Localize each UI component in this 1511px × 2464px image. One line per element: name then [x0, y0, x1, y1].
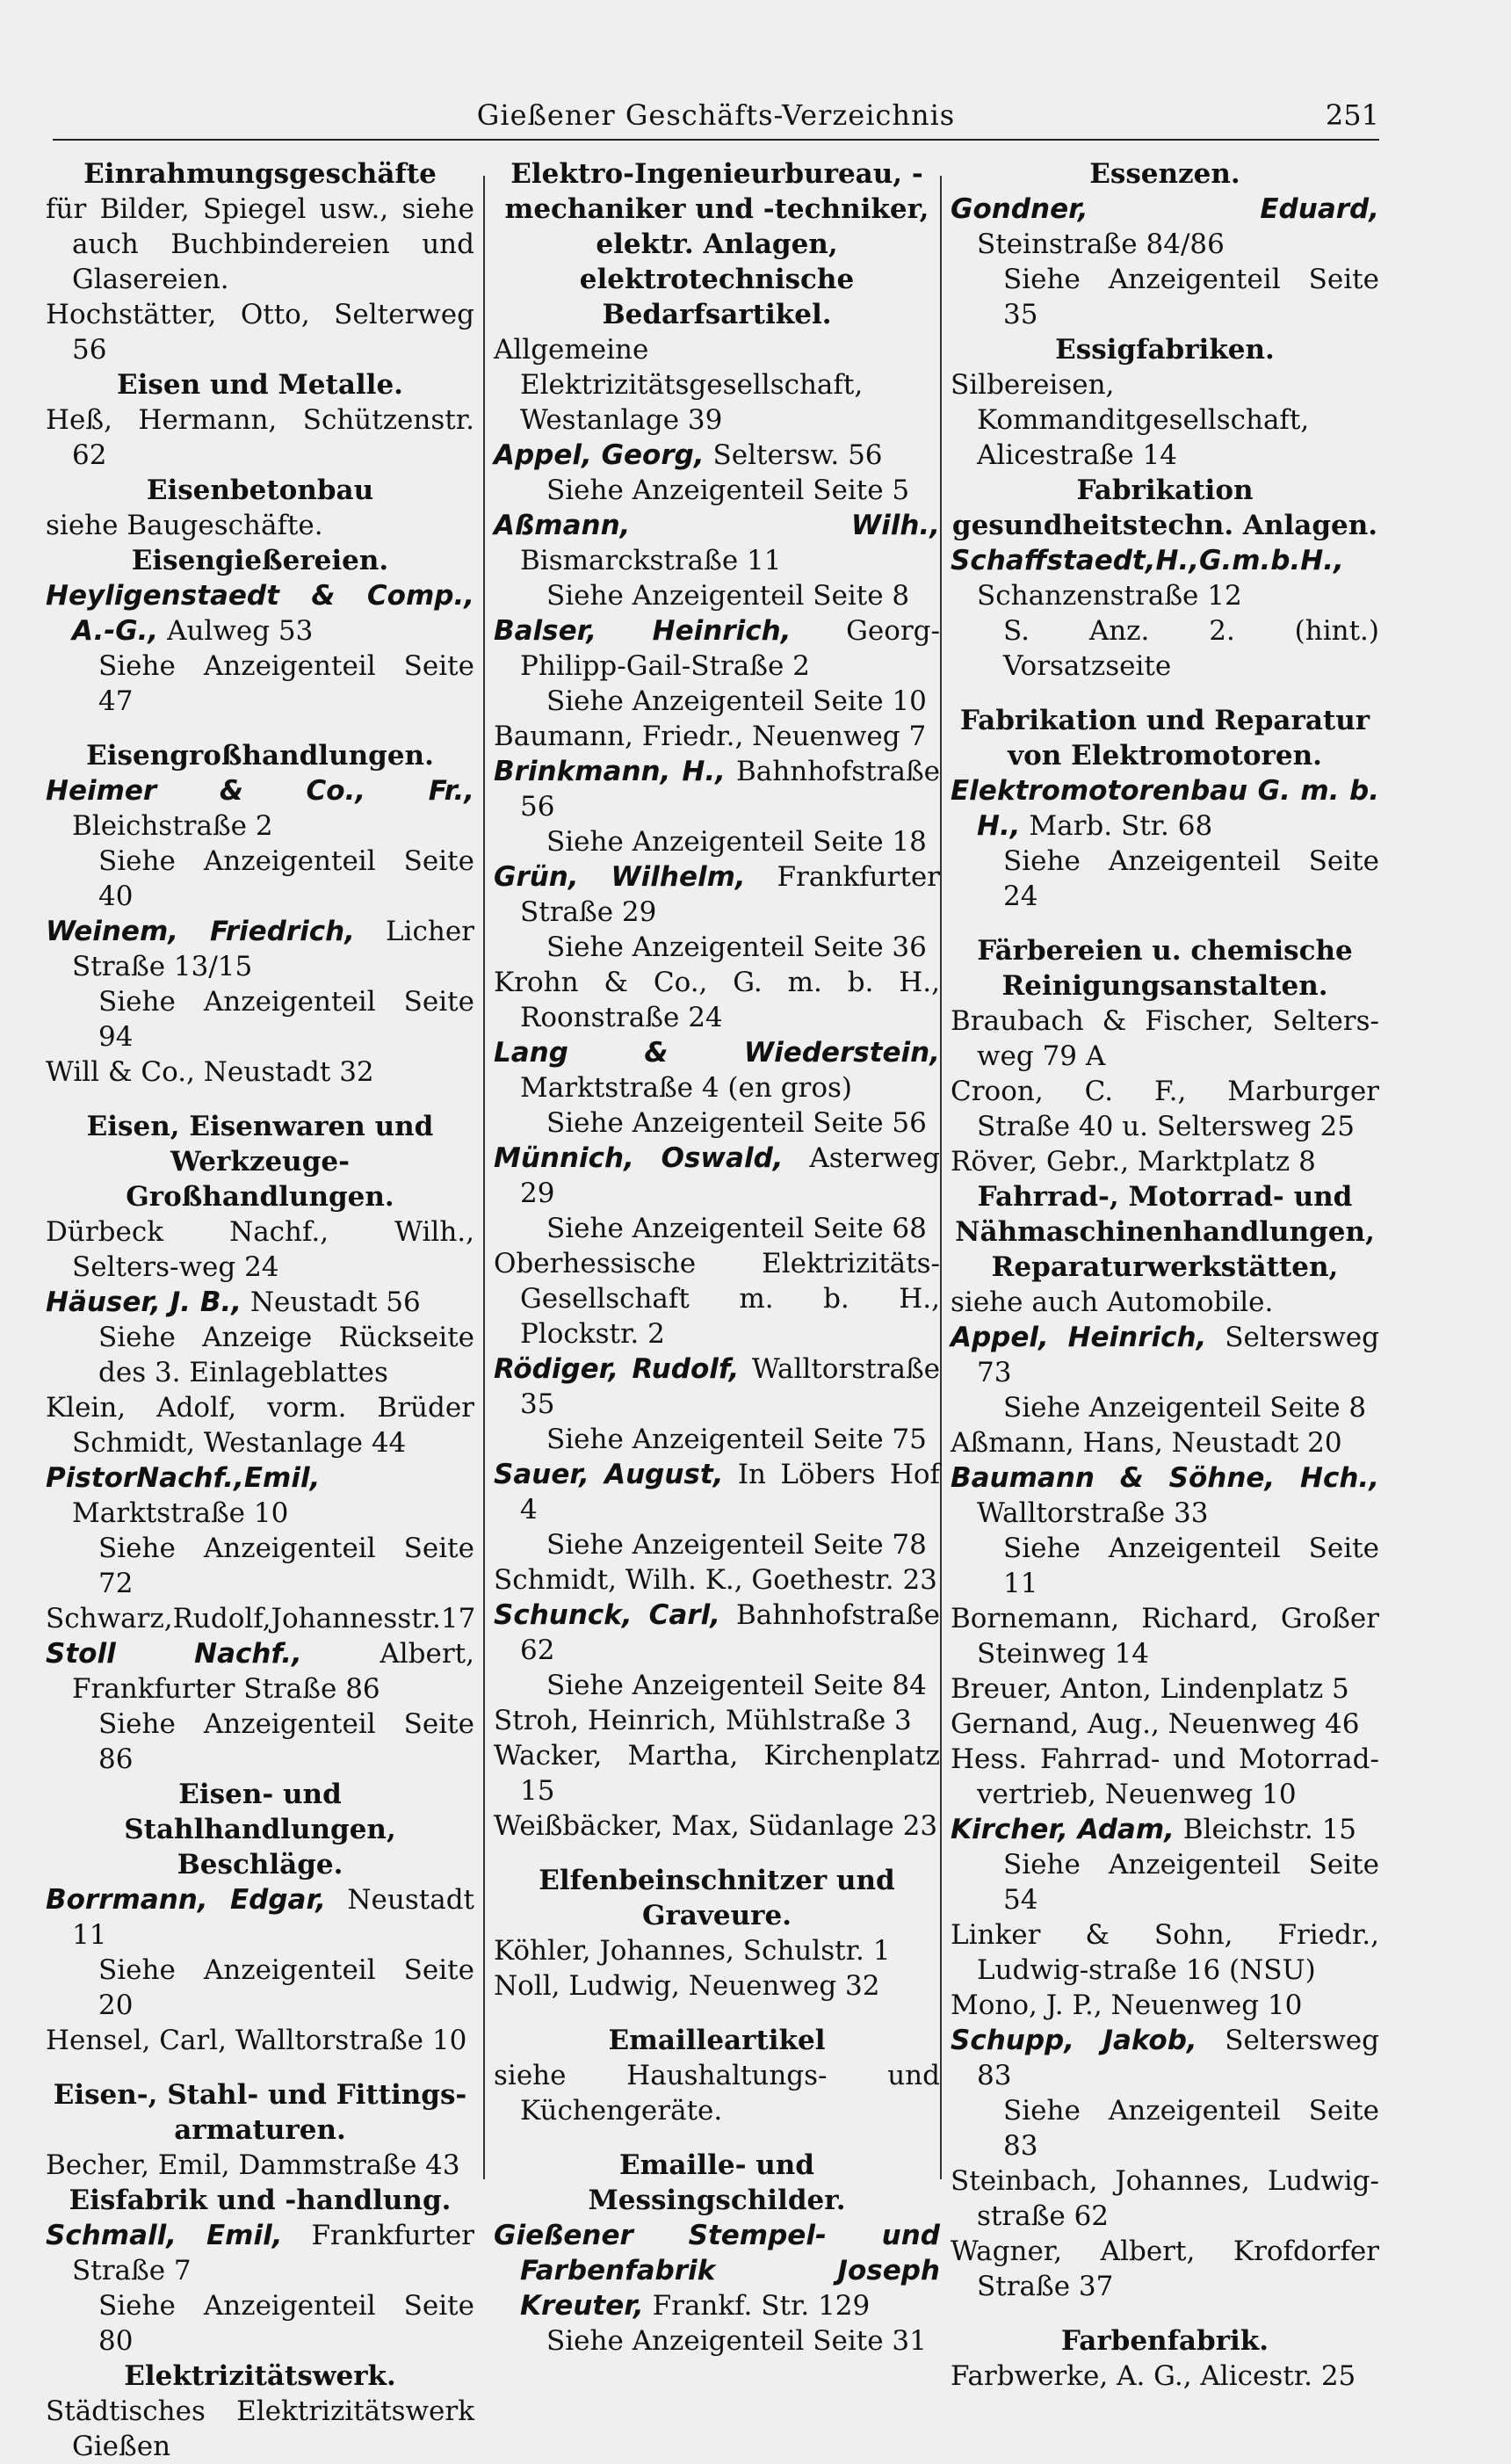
- directory-entry: Wagner, Albert, Krofdorfer Straße 37: [951, 2236, 1379, 2302]
- advert-reference: Siehe Anzeigenteil Seite 11: [1003, 1533, 1379, 1599]
- directory-entry: Baumann, Friedr., Neuenweg 7: [494, 721, 927, 752]
- advert-reference: Siehe Anzeigenteil Seite 20: [98, 1954, 474, 2021]
- business-name: Rödiger, Rudolf,: [494, 1353, 740, 1385]
- business-name: Kircher, Adam,: [951, 1814, 1175, 1845]
- directory-entry: [46, 1882, 474, 1953]
- business-name: Balser, Heinrich,: [494, 615, 792, 647]
- directory-entry: Städtisches Elektrizitätswerk Gießen: [46, 2395, 474, 2462]
- directory-entry: Silbereisen, Kommanditgesellschaft, Alicestraße 14: [951, 369, 1310, 471]
- spacer: [494, 2004, 940, 2023]
- entry-address: Seltersweg 73: [977, 1322, 1379, 1388]
- section-heading: Elfenbeinschnitzer und Graveure.: [539, 1865, 895, 1931]
- directory-entry: Croon, C. F., Marburger Straße 40 u. Seltersweg 25: [951, 1076, 1379, 1142]
- directory-entry: Schwarz,Rudolf,Johannesstr.17: [46, 1603, 476, 1634]
- business-name: Sauer, August,: [494, 1459, 724, 1490]
- entry-address: Marktstraße 10: [72, 1497, 289, 1529]
- directory-entry: siehe auch Automobile.: [951, 1286, 1274, 1318]
- section-heading: Eisen, Eisenwaren und Werkzeuge-Großhandlungen.: [86, 1111, 434, 1213]
- directory-entry: Oberhessische Elektrizitäts-Gesellschaft m. b. H., Plockstr. 2: [494, 1248, 940, 1350]
- section-heading: Eisfabrik und -handlung.: [69, 2185, 452, 2216]
- directory-entry: Allgemeine Elektrizitätsgesellschaft, Westanlage 39: [494, 334, 864, 436]
- entry-address: Seltersw. 56: [712, 439, 883, 471]
- advert-reference: Siehe Anzeigenteil Seite 68: [546, 1213, 927, 1244]
- spacer: [494, 2128, 940, 2148]
- advert-reference: Siehe Anzeigenteil Seite 72: [98, 1533, 474, 1599]
- spacer: [494, 1844, 940, 1863]
- entry-address: Licher Straße 13/15: [72, 916, 474, 982]
- advert-reference: Siehe Anzeigenteil Seite 47: [98, 650, 474, 717]
- business-name: Appel, Heinrich,: [951, 1322, 1207, 1353]
- business-name: Appel, Georg,: [494, 439, 705, 471]
- section-heading: Fahrrad-, Motorrad- und Nähmaschinenhandlungen, Reparaturwerkstätten,: [955, 1181, 1375, 1283]
- entry-address: Bahnhofstraße 56: [520, 756, 940, 823]
- entry-address: Frankfurter Straße 29: [520, 861, 940, 928]
- advert-reference: Siehe Anzeigenteil Seite 36: [546, 931, 927, 963]
- section-heading: Färbereien u. chemische Reinigungsanstalten.: [977, 935, 1353, 1002]
- column-right: [951, 156, 1379, 2392]
- advert-reference: Siehe Anzeigenteil Seite 94: [98, 986, 474, 1053]
- advert-reference: Siehe Anzeigenteil Seite 84: [546, 1670, 927, 1701]
- directory-entry: für Bilder, Spiegel usw., siehe auch Buchbindereien und Glasereien.: [46, 193, 474, 295]
- directory-entry: [494, 1141, 940, 1211]
- column-divider: [940, 176, 942, 2179]
- directory-entry: [494, 859, 940, 930]
- spacer: [951, 2304, 1379, 2323]
- advert-reference: Siehe Anzeigenteil Seite 18: [546, 826, 927, 858]
- directory-entry: [46, 1285, 474, 1320]
- directory-entry: Steinbach, Johannes, Ludwig-straße 62: [951, 2165, 1379, 2232]
- business-name: Aßmann, Wilh.,: [494, 510, 940, 541]
- directory-entry: [951, 773, 1379, 844]
- directory-entry: Gernand, Aug., Neuenweg 46: [951, 1708, 1360, 1740]
- section-heading: Elektro-Ingenieurbureau, -mechaniker und -techniker, elektr. Anlagen, elektrotechnische Bedarfsartikel.: [504, 158, 929, 330]
- advert-reference: Siehe Anzeigenteil Seite 8: [546, 580, 910, 612]
- business-name: Grün, Wilhelm,: [494, 861, 746, 893]
- column-divider: [483, 176, 485, 2179]
- section-heading: Eisen und Metalle.: [117, 369, 403, 401]
- directory-entry: Aßmann, Hans, Neustadt 20: [951, 1427, 1342, 1459]
- directory-entry: Köhler, Johannes, Schulstr. 1: [494, 1935, 891, 1967]
- column-left: [46, 156, 476, 2462]
- directory-entry: [494, 508, 940, 578]
- directory-entry: [494, 1598, 940, 1668]
- directory-entry: Schmidt, Wilh. K., Goethestr. 23: [494, 1564, 937, 1596]
- entry-address: Neustadt 56: [249, 1286, 421, 1318]
- advert-reference: Siehe Anzeigenteil Seite 86: [98, 1708, 474, 1775]
- directory-entry: [951, 1460, 1379, 1531]
- directory-entry: [494, 1035, 940, 1105]
- directory-entry: Becher, Emil, Dammstraße 43: [46, 2149, 460, 2181]
- advert-reference: Siehe Anzeigenteil Seite 35: [1003, 264, 1379, 330]
- business-name: Gießener Stempel- und Farbenfabrik Joseph Kreuter,: [494, 2220, 940, 2322]
- directory-entry: [951, 1812, 1379, 1847]
- advert-reference: Siehe Anzeigenteil Seite 10: [546, 685, 927, 717]
- directory-entry: Hochstätter, Otto, Selterweg 56: [46, 299, 474, 366]
- section-heading: Emailleartikel: [608, 2025, 826, 2056]
- directory-entry: [46, 578, 474, 649]
- directory-entry: Weißbäcker, Max, Südanlage 23: [494, 1810, 938, 1842]
- section-heading: Farbenfabrik.: [1060, 2325, 1269, 2357]
- directory-entry: Dürbeck Nachf., Wilh., Selters-weg 24: [46, 1216, 474, 1283]
- business-name: Häuser, J. B.,: [46, 1286, 242, 1318]
- section-heading: Essigfabriken.: [1055, 334, 1275, 366]
- entry-address: Georg-Philipp-Gail-Straße 2: [520, 615, 940, 682]
- advert-reference: Siehe Anzeigenteil Seite 31: [546, 2325, 927, 2357]
- directory-entry: Röver, Gebr., Marktplatz 8: [951, 1146, 1316, 1178]
- advert-reference: Siehe Anzeigenteil Seite 8: [1003, 1392, 1367, 1424]
- business-name: Baumann & Söhne, Hch.,: [951, 1462, 1379, 1494]
- business-name: Schunck, Carl,: [494, 1599, 720, 1631]
- directory-entry: [951, 1320, 1379, 1390]
- directory-entry: Mono, J. P., Neuenweg 10: [951, 1989, 1303, 2021]
- entry-address: Albert, Frankfurter Straße 86: [72, 1638, 474, 1705]
- section-heading: Eisengießereien.: [131, 545, 389, 576]
- directory-entry: [46, 1636, 474, 1707]
- page-number: 251: [1325, 98, 1379, 132]
- business-name: Brinkmann, H.,: [494, 756, 726, 787]
- advert-reference: Siehe Anzeige Rückseite des 3. Einlageblattes: [98, 1322, 474, 1388]
- page-title: Gießener Geschäfts-Verzeichnis: [476, 98, 956, 132]
- business-name: Münnich, Oswald,: [494, 1142, 784, 1174]
- directory-entry: siehe Baugeschäfte.: [46, 510, 323, 541]
- business-name: Schupp, Jakob,: [951, 2025, 1197, 2056]
- directory-entry: Hensel, Carl, Walltorstraße 10: [46, 2025, 467, 2056]
- business-name: Weinem, Friedrich,: [46, 916, 355, 947]
- business-name: Lang & Wiederstein,: [494, 1037, 940, 1069]
- entry-address: Seltersweg 83: [977, 2025, 1379, 2091]
- directory-entry: Farbwerke, A. G., Alicestr. 25: [951, 2360, 1356, 2392]
- entry-address: Schanzenstraße 12: [977, 580, 1242, 612]
- entry-address: Aulweg 53: [167, 615, 314, 647]
- section-heading: Emaille- und Messingschilder.: [588, 2149, 846, 2216]
- section-heading: Einrahmungsgeschäfte: [83, 158, 437, 190]
- directory-entry: [46, 2218, 474, 2288]
- directory-entry: Krohn & Co., G. m. b. H., Roonstraße 24: [494, 967, 940, 1033]
- page-header: [53, 98, 1379, 141]
- directory-entry: [494, 438, 940, 473]
- directory-entry: [494, 1352, 940, 1422]
- business-name: Schaffstaedt,H.,G.m.b.H.,: [951, 545, 1344, 576]
- advert-reference: Siehe Anzeigenteil Seite 24: [1003, 845, 1379, 912]
- directory-entry: Wacker, Martha, Kirchenplatz 15: [494, 1740, 940, 1807]
- directory-entry: [951, 2023, 1379, 2093]
- advert-reference: Siehe Anzeigenteil Seite 40: [98, 845, 474, 912]
- entry-address: Frankfurter Straße 7: [72, 2220, 474, 2286]
- directory-entry: Stroh, Heinrich, Mühlstraße 3: [494, 1705, 912, 1736]
- section-heading: Fabrikation und Reparatur von Elektromotoren.: [959, 705, 1370, 772]
- business-name: Schmall, Emil,: [46, 2220, 283, 2251]
- directory-entry: Klein, Adolf, vorm. Brüder Schmidt, Westanlage 44: [46, 1392, 474, 1459]
- entry-address: Walltorstraße 33: [977, 1497, 1209, 1529]
- directory-entry: [494, 1457, 940, 1527]
- directory-entry: siehe Haushaltungs- und Küchengeräte.: [494, 2060, 940, 2127]
- directory-entry: Heß, Hermann, Schützenstr. 62: [46, 404, 474, 471]
- directory-entry: Noll, Ludwig, Neuenweg 32: [494, 1970, 880, 2002]
- entry-address: Bleichstraße 2: [72, 810, 273, 842]
- directory-entry: [46, 773, 474, 844]
- spacer: [951, 684, 1379, 703]
- section-heading: Eisengroßhandlungen.: [86, 740, 434, 772]
- entry-address: Bismarckstraße 11: [520, 545, 782, 576]
- section-heading: Eisen- und Stahlhandlungen, Beschläge.: [124, 1779, 396, 1881]
- business-name: PistorNachf.,Emil,: [46, 1462, 321, 1494]
- section-heading: Eisenbetonbau: [146, 475, 374, 506]
- section-heading: Elektrizitätswerk.: [124, 2360, 396, 2392]
- directory-entry: Breuer, Anton, Lindenplatz 5: [951, 1673, 1349, 1705]
- column-middle: [494, 156, 941, 2357]
- directory-entry: Bornemann, Richard, Großer Steinweg 14: [951, 1603, 1379, 1670]
- entry-address: Neustadt 11: [72, 1884, 474, 1951]
- business-name: Stoll Nachf.,: [46, 1638, 302, 1670]
- spacer: [951, 914, 1379, 933]
- advert-reference: Siehe Anzeigenteil Seite 54: [1003, 1849, 1379, 1916]
- directory-entry: [46, 914, 474, 984]
- spacer: [46, 1090, 474, 1109]
- business-name: Heyligenstaedt & Comp., A.-G.,: [46, 580, 474, 647]
- advert-reference: Siehe Anzeigenteil Seite 56: [546, 1107, 927, 1139]
- advert-reference: Siehe Anzeigenteil Seite 75: [546, 1424, 927, 1455]
- section-heading: Essenzen.: [1089, 158, 1240, 190]
- business-name: Elektromotorenbau G. m. b. H.,: [951, 775, 1379, 842]
- directory-entry: [951, 543, 1379, 613]
- advert-reference: Siehe Anzeigenteil Seite 5: [546, 475, 910, 506]
- directory-entry: Linker & Sohn, Friedr., Ludwig-straße 16 (NSU): [951, 1919, 1379, 1986]
- entry-address: Asterweg 29: [520, 1142, 941, 1209]
- advert-reference: Siehe Anzeigenteil Seite 80: [98, 2290, 474, 2357]
- entry-address: Steinstraße 84/86: [977, 228, 1225, 260]
- section-heading: Fabrikation gesundheitstechn. Anlagen.: [951, 475, 1378, 541]
- business-name: Heimer & Co., Fr.,: [46, 775, 474, 807]
- directory-entry: Will & Co., Neustadt 32: [46, 1056, 374, 1088]
- entry-address: In Löbers Hof 4: [520, 1459, 940, 1526]
- entry-address: Marktstraße 4 (en gros): [520, 1072, 853, 1104]
- business-name: Borrmann, Edgar,: [46, 1884, 326, 1916]
- directory-entry: Hess. Fahrrad- und Motorrad-vertrieb, Neuenweg 10: [951, 1743, 1379, 1810]
- spacer: [46, 719, 474, 738]
- advert-reference: Siehe Anzeigenteil Seite 83: [1003, 2095, 1379, 2162]
- directory-entry: [494, 2218, 940, 2323]
- directory-entry: Braubach & Fischer, Selters-weg 79 A: [951, 1005, 1379, 1072]
- directory-entry: [46, 1460, 474, 1531]
- spacer: [46, 2058, 474, 2077]
- section-heading: Eisen-, Stahl- und Fittings-armaturen.: [53, 2079, 467, 2146]
- entry-address: Frankf. Str. 129: [652, 2290, 871, 2322]
- entry-address: Bleichstr. 15: [1182, 1814, 1357, 1845]
- entry-address: Marb. Str. 68: [1029, 810, 1213, 842]
- advert-reference: Siehe Anzeigenteil Seite 78: [546, 1529, 927, 1561]
- business-name: Gondner, Eduard,: [951, 193, 1379, 225]
- entry-address: Bahnhofstraße 62: [520, 1599, 940, 1666]
- advert-reference: S. Anz. 2. (hint.) Vorsatzseite: [1003, 615, 1379, 682]
- directory-entry: [494, 754, 940, 824]
- entry-address: Walltorstraße 35: [520, 1353, 940, 1420]
- directory-entry: [494, 613, 940, 684]
- directory-entry: [951, 192, 1379, 262]
